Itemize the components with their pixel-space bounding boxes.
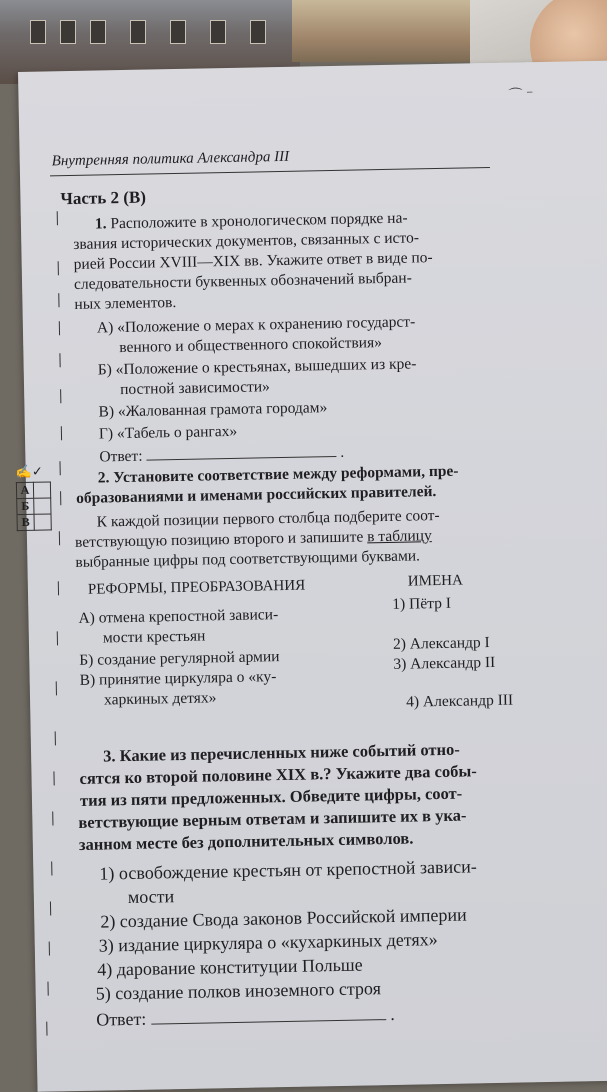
q3-option-2[interactable]: 2) создание Свода законов Российской империи [100, 904, 467, 932]
worksheet-page [15, 60, 607, 1091]
q2-instr-2-link: в таблицу [366, 527, 432, 546]
q2-left-a: А) отмена крепостной зависи- [78, 606, 279, 627]
q3-option-1[interactable]: 1) освобождение крестьян от крепостной зависи- [99, 856, 477, 884]
q2-col-right-header: ИМЕНА [407, 572, 463, 590]
q1-line-4: следовательности буквенных обозначений выбран- [73, 269, 412, 293]
q1-answer-label: Ответ: [99, 447, 143, 466]
q1-option-b-cont: постной зависимости» [119, 378, 270, 399]
grid-letter-b: Б [17, 498, 34, 514]
q1-line-3: рией России XVIII—XIX вв. Укажите ответ в виде по- [73, 249, 433, 273]
q3-option-4[interactable]: 4) дарование конституции Польше [97, 954, 363, 980]
q2-right-3: 3) Александр II [393, 653, 496, 673]
q2-right-4: 4) Александр III [406, 691, 514, 711]
grid-cell-v[interactable] [34, 514, 51, 530]
q3-text-5: занном месте без дополнительных символов. [78, 828, 414, 854]
q3-text-3: тия из пяти предложенных. Обведите цифры, соот- [79, 783, 463, 810]
q2-text-2: образованиями и именами российских правителей. [76, 483, 437, 507]
grid-letter-v: В [17, 514, 34, 530]
part-title: Часть 2 (В) [60, 187, 147, 209]
q3-text-1: Какие из перечисленных ниже событий отно- [119, 739, 460, 766]
grid-letter-a: А [16, 482, 33, 498]
q3-answer-label: Ответ: [96, 1008, 147, 1030]
q2-left-a-cont: мости крестьян [102, 627, 206, 647]
q1-option-a: А) «Положение о мерах к охранению государст- [96, 313, 416, 337]
q3-answer-field[interactable] [151, 1005, 386, 1025]
q2-instr-2-text: ветствующую позицию второго и запишите [74, 528, 368, 551]
q1-option-g: Г) «Табель о рангах» [98, 422, 238, 443]
grid-cell-b[interactable] [34, 498, 51, 514]
q2-instr-3: выбранные цифры под соответствующими буквами. [75, 547, 421, 571]
q1-line-5: ных элементов. [74, 294, 177, 313]
answer-grid [16, 481, 52, 531]
staple-marks: ⌒ ⁻ [508, 88, 534, 104]
q3-number: 3. [102, 746, 116, 766]
q1-text-1: Расположите в хронологическом порядке на- [110, 209, 408, 233]
q2-right-2: 2) Александр I [392, 634, 490, 653]
q1-option-b: Б) «Положение о крестьянах, вышедших из кре- [97, 355, 417, 379]
q3-text-4: ветствующие верным ответам и запишите их в ука- [78, 805, 467, 832]
q2-right-1: 1) Пётр I [392, 594, 452, 613]
q1-answer-field[interactable] [146, 442, 336, 461]
q2-left-v-cont: харкиных детях» [103, 689, 217, 709]
q3-option-1-cont: мости [127, 886, 175, 908]
q2-instr-1: К каждой позиции первого столбца подберите соот- [96, 506, 440, 531]
q2-left-b: Б) создание регулярной армии [79, 648, 280, 669]
q3-option-3[interactable]: 3) издание циркуляра о «кухаркиных детях» [98, 929, 438, 956]
q2-text-1: Установите соответствие между реформами, пре- [113, 462, 459, 487]
q1-answer: Ответ: . [99, 443, 345, 466]
q3-option-5[interactable]: 5) создание полков иноземного строя [95, 978, 382, 1004]
q1-number: 1. [94, 215, 107, 233]
q2-col-left-header: РЕФОРМЫ, ПРЕОБРАЗОВАНИЯ [87, 577, 306, 598]
q1-option-v: В) «Жалованная грамота городам» [98, 399, 328, 421]
q3-text-2: сятся ко второй половине XIX в.? Укажите два собы- [79, 761, 477, 788]
pencil-check-icon: ✍✓ [15, 463, 43, 480]
grid-cell-a[interactable] [33, 482, 50, 498]
q1-line-2: звания исторических документов, связанных с исто- [73, 229, 420, 253]
q3-answer: Ответ: . [96, 1003, 395, 1030]
q2-number: 2. [97, 469, 110, 487]
q2-left-v: В) принятие циркуляра о «ку- [79, 668, 277, 689]
running-title: Внутренняя политика Александра III [51, 148, 290, 170]
q1-option-a-cont: венного и общественного спокойствия» [119, 334, 383, 357]
q3-line-5 [79, 829, 414, 855]
